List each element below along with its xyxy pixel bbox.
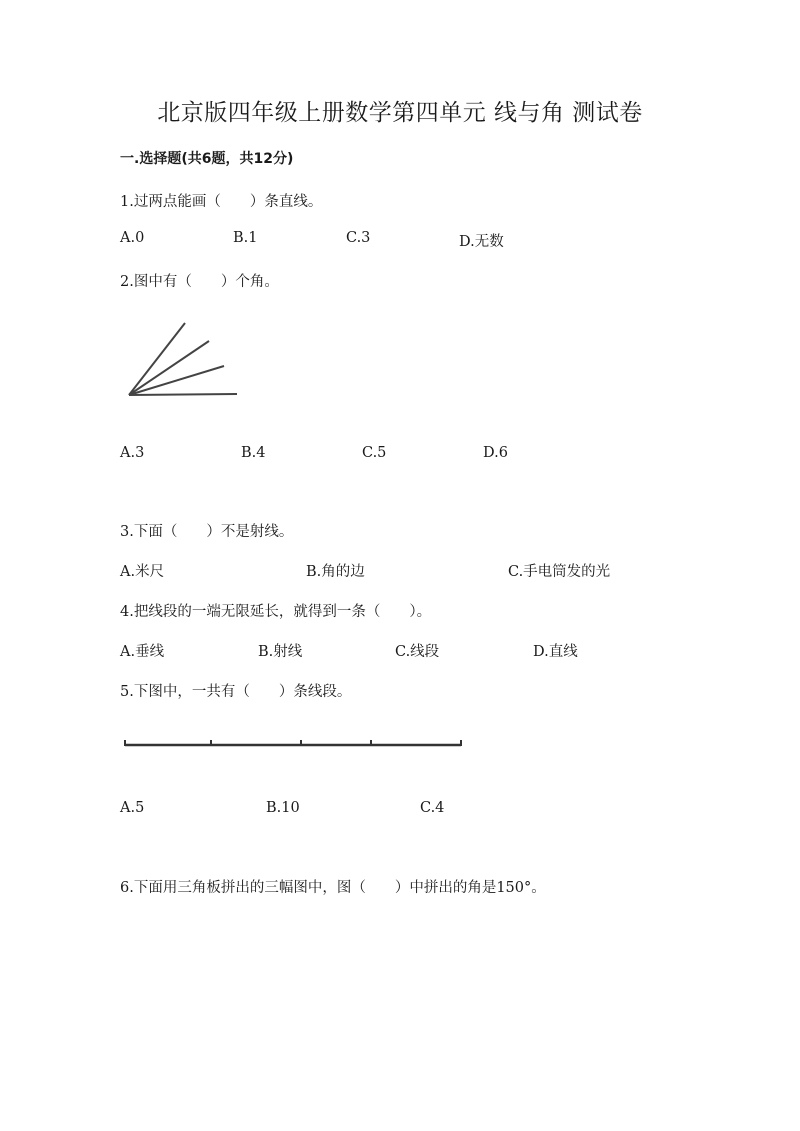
question-5-stem: 5.下图中，一共有（ ）条线段。 (120, 684, 352, 700)
question-4-option-b: B.射线 (258, 644, 303, 660)
question-5-option-c: C.4 (420, 800, 445, 816)
page-title: 北京版四年级上册数学第四单元 线与角 测试卷 (157, 100, 643, 126)
question-5-option-b: B.10 (266, 800, 300, 816)
angle-figure (120, 315, 245, 405)
angle-ray-2 (129, 341, 209, 395)
question-4-option-a: A.垂线 (120, 644, 165, 660)
question-1-stem: 1.过两点能画（ ）条直线。 (120, 194, 323, 210)
question-4-option-d: D.直线 (533, 644, 578, 660)
segment-figure (120, 736, 465, 752)
angle-ray-3 (129, 366, 224, 395)
question-2-option-a: A.3 (120, 445, 145, 461)
question-2-option-b: B.4 (241, 445, 266, 461)
question-1-option-b: B.1 (233, 230, 258, 246)
question-1-option-a: A.0 (120, 230, 145, 246)
question-2-option-d: D.6 (483, 445, 508, 461)
question-3-option-b: B.角的边 (306, 564, 365, 580)
angle-ray-1 (129, 323, 185, 395)
question-1-option-c: C.3 (346, 230, 371, 246)
question-1-option-d: D.无数 (459, 234, 504, 250)
question-3-option-a: A.米尺 (120, 564, 165, 580)
question-5-option-a: A.5 (120, 800, 145, 816)
section-heading: 一.选择题(共6题，共12分) (120, 151, 294, 167)
angle-ray-4 (129, 394, 237, 395)
question-4-stem: 4.把线段的一端无限延长，就得到一条（ ）。 (120, 604, 432, 620)
question-4-option-c: C.线段 (395, 644, 440, 660)
question-2-option-c: C.5 (362, 445, 387, 461)
question-3-option-c: C.手电筒发的光 (508, 564, 611, 580)
question-2-stem: 2.图中有（ ）个角。 (120, 274, 279, 290)
question-6-stem: 6.下面用三角板拼出的三幅图中，图（ ）中拼出的角是150°。 (120, 880, 546, 896)
question-3-stem: 3.下面（ ）不是射线。 (120, 524, 294, 540)
